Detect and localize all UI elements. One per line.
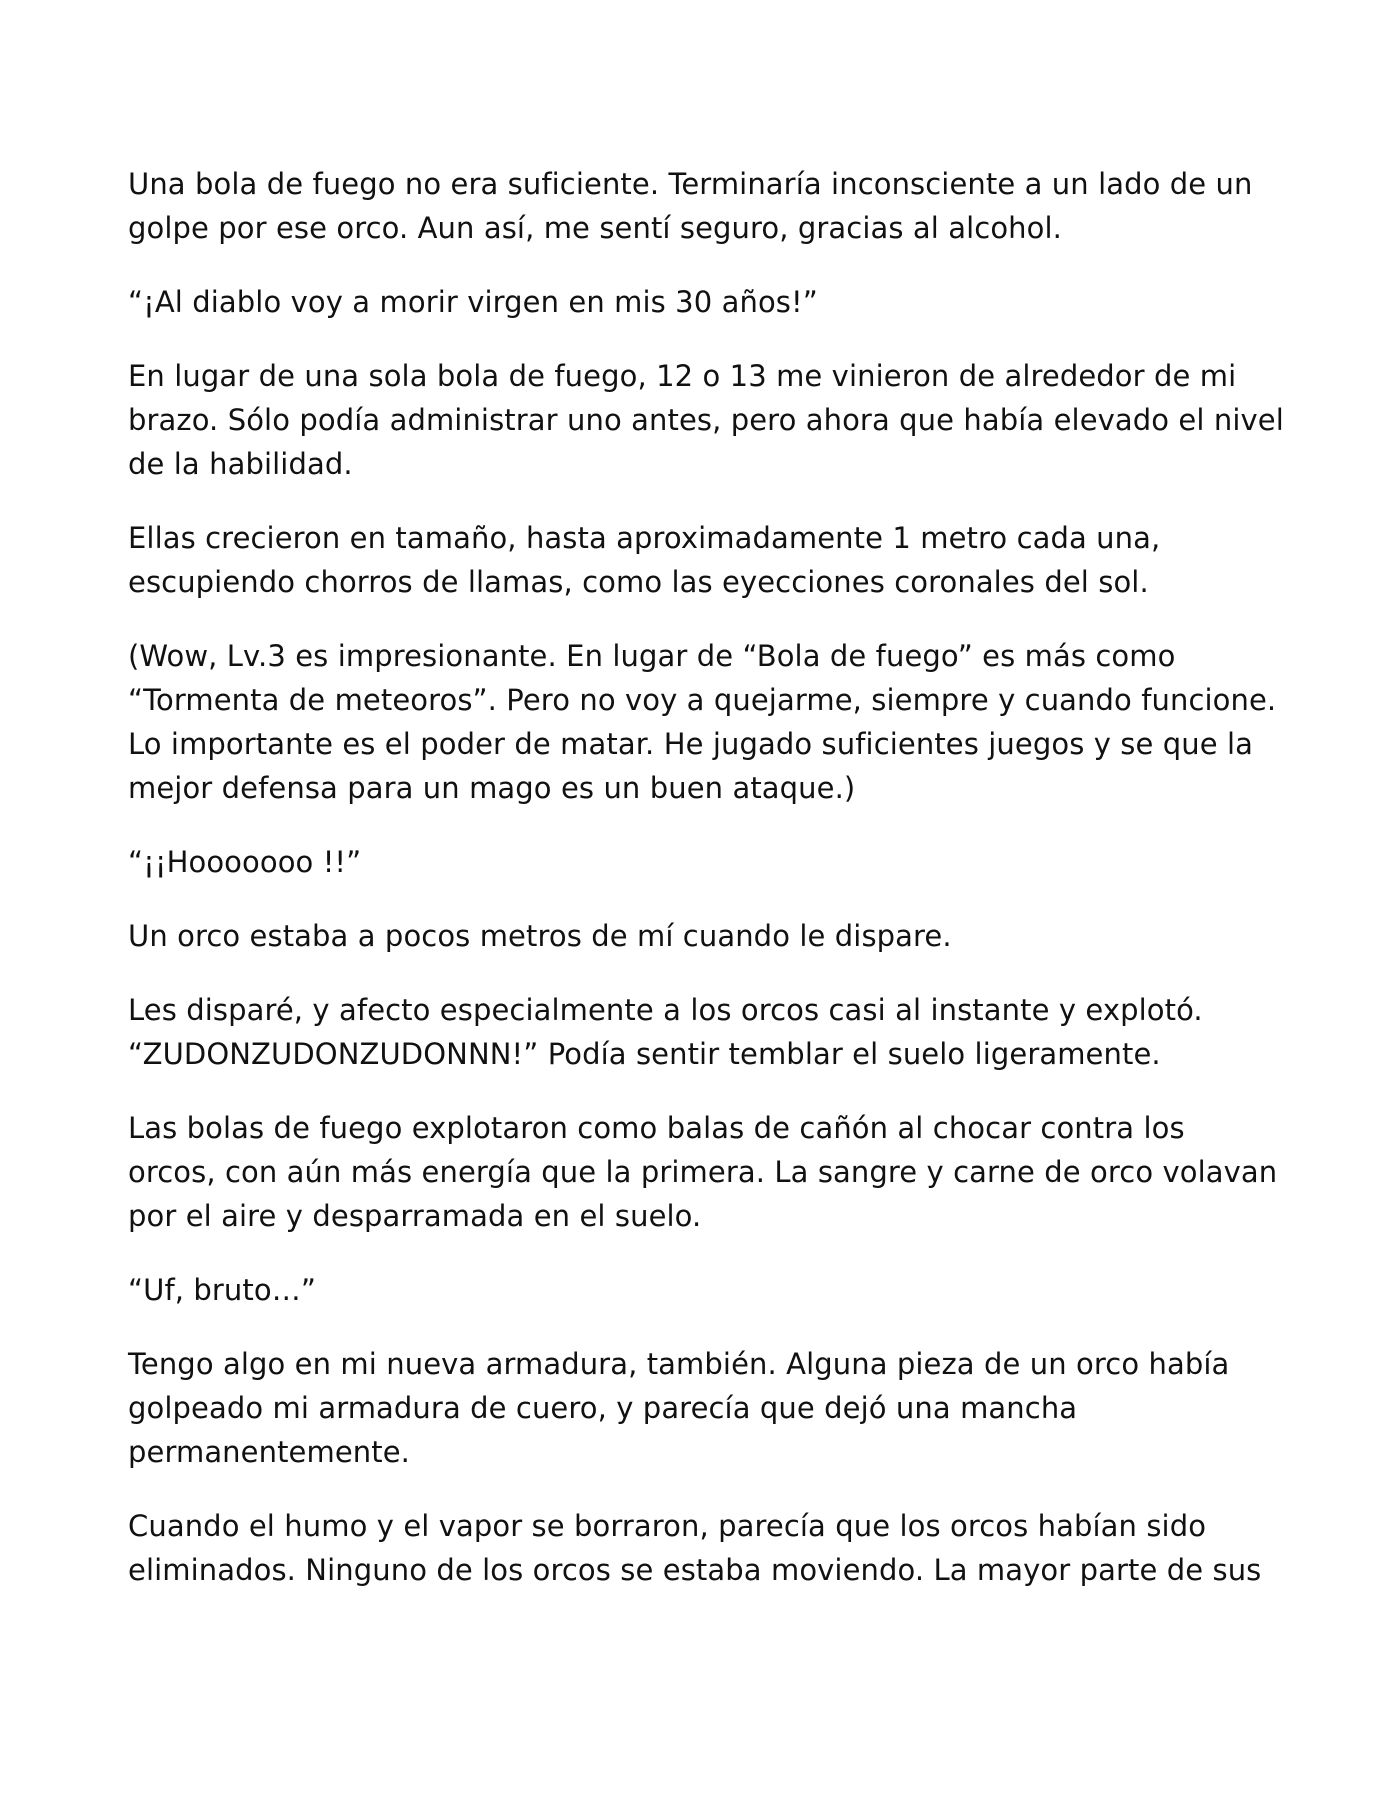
- text-line: Lo importante es el poder de matar. He jugado suficientes juegos y se que la: [128, 727, 1254, 761]
- text-line: En lugar de una sola bola de fuego, 12 o 13 me vinieron de alrededor de mi: [128, 359, 1237, 393]
- paragraph: [128, 280, 1288, 324]
- text-line: “Tormenta de meteoros”. Pero no voy a quejarme, siempre y cuando funcione.: [128, 683, 1277, 717]
- text-line: por el aire y desparramada en el suelo.: [128, 1199, 702, 1233]
- text-line: Tengo algo en mi nueva armadura, también. Alguna pieza de un orco había: [128, 1347, 1230, 1381]
- paragraph: [128, 1268, 1288, 1312]
- text-line: “ZUDONZUDONZUDONNN!” Podía sentir temblar el suelo ligeramente.: [128, 1037, 1161, 1071]
- text-line: golpeado mi armadura de cuero, y parecía que dejó una mancha: [128, 1391, 1078, 1425]
- paragraph: [128, 1106, 1288, 1238]
- text-line: Una bola de fuego no era suficiente. Terminaría inconsciente a un lado de un: [128, 167, 1253, 201]
- text-line: “¡Al diablo voy a morir virgen en mis 30 años!”: [128, 285, 818, 319]
- text-line: Cuando el humo y el vapor se borraron, parecía que los orcos habían sido: [128, 1509, 1207, 1543]
- text-line: permanentemente.: [128, 1435, 410, 1469]
- paragraph: [128, 516, 1288, 604]
- paragraph: [128, 354, 1288, 486]
- paragraph: [128, 988, 1288, 1076]
- text-line: orcos, con aún más energía que la primera. La sangre y carne de orco volavan: [128, 1155, 1278, 1189]
- paragraph: [128, 162, 1288, 250]
- text-line: eliminados. Ninguno de los orcos se estaba moviendo. La mayor parte de sus: [128, 1553, 1262, 1587]
- text-line: “Uf, bruto…”: [128, 1273, 316, 1307]
- text-line: Ellas crecieron en tamaño, hasta aproximadamente 1 metro cada una,: [128, 521, 1161, 555]
- text-line: (Wow, Lv.3 es impresionante. En lugar de “Bola de fuego” es más como: [128, 639, 1176, 673]
- text-line: “¡¡Hooooooo !!”: [128, 845, 362, 879]
- text-line: golpe por ese orco. Aun así, me sentí seguro, gracias al alcohol.: [128, 211, 1062, 245]
- paragraph: [128, 1504, 1288, 1592]
- document-body: [128, 162, 1288, 1622]
- paragraph: [128, 914, 1288, 958]
- text-line: escupiendo chorros de llamas, como las eyecciones coronales del sol.: [128, 565, 1149, 599]
- paragraph: [128, 634, 1288, 810]
- text-line: mejor defensa para un mago es un buen ataque.): [128, 771, 856, 805]
- text-line: de la habilidad.: [128, 447, 353, 481]
- text-line: Les disparé, y afecto especialmente a los orcos casi al instante y explotó.: [128, 993, 1203, 1027]
- text-line: Un orco estaba a pocos metros de mí cuando le dispare.: [128, 919, 952, 953]
- text-line: brazo. Sólo podía administrar uno antes, pero ahora que había elevado el nivel: [128, 403, 1284, 437]
- text-line: Las bolas de fuego explotaron como balas de cañón al chocar contra los: [128, 1111, 1185, 1145]
- paragraph: [128, 840, 1288, 884]
- paragraph: [128, 1342, 1288, 1474]
